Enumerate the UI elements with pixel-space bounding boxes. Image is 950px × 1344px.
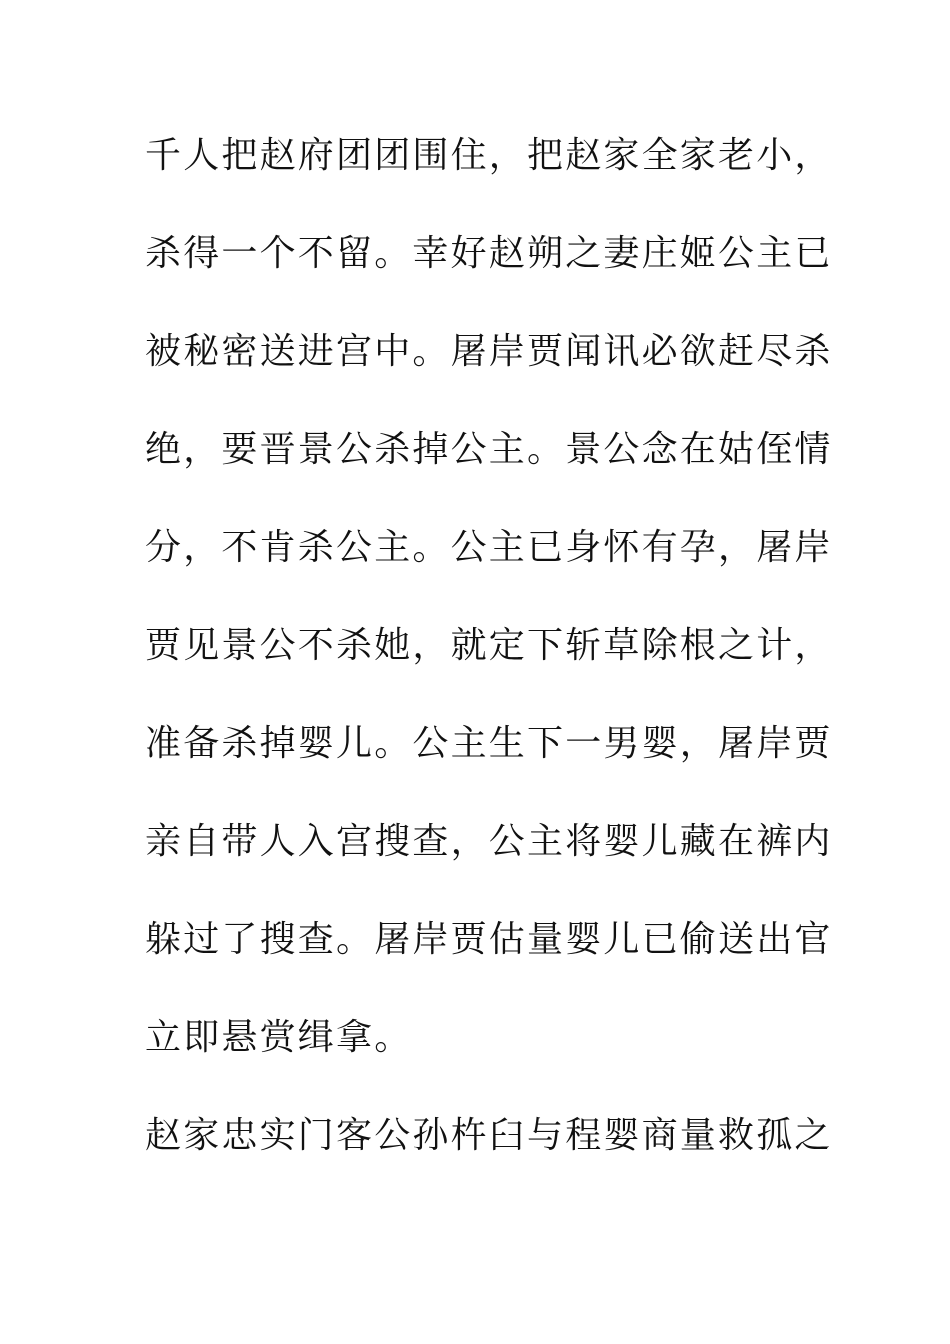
text-line: 绝，要晋景公杀掉公主。景公念在姑侄情	[145, 429, 833, 470]
text-line: 被秘密送进宫中。屠岸贾闻讯必欲赶尽杀	[145, 331, 833, 372]
text-line: 亲自带人入宫搜查，公主将婴儿藏在裤内	[145, 821, 833, 862]
body-text	[145, 128, 833, 1206]
text-line: 赵家忠实门客公孙杵臼与程婴商量救孤之	[145, 1115, 833, 1156]
text-line: 杀得一个不留。幸好赵朔之妻庄姬公主已	[145, 233, 833, 274]
text-line: 准备杀掉婴儿。公主生下一男婴，屠岸贾	[145, 723, 833, 764]
text-line: 千人把赵府团团围住，把赵家全家老小，	[145, 135, 833, 176]
text-line: 分，不肯杀公主。公主已身怀有孕，屠岸	[145, 527, 833, 568]
text-line: 立即悬赏缉拿。	[145, 1017, 413, 1058]
text-line: 贾见景公不杀她，就定下斩草除根之计，	[145, 625, 833, 666]
text-line: 躲过了搜查。屠岸贾估量婴儿已偷送出官	[145, 919, 833, 960]
